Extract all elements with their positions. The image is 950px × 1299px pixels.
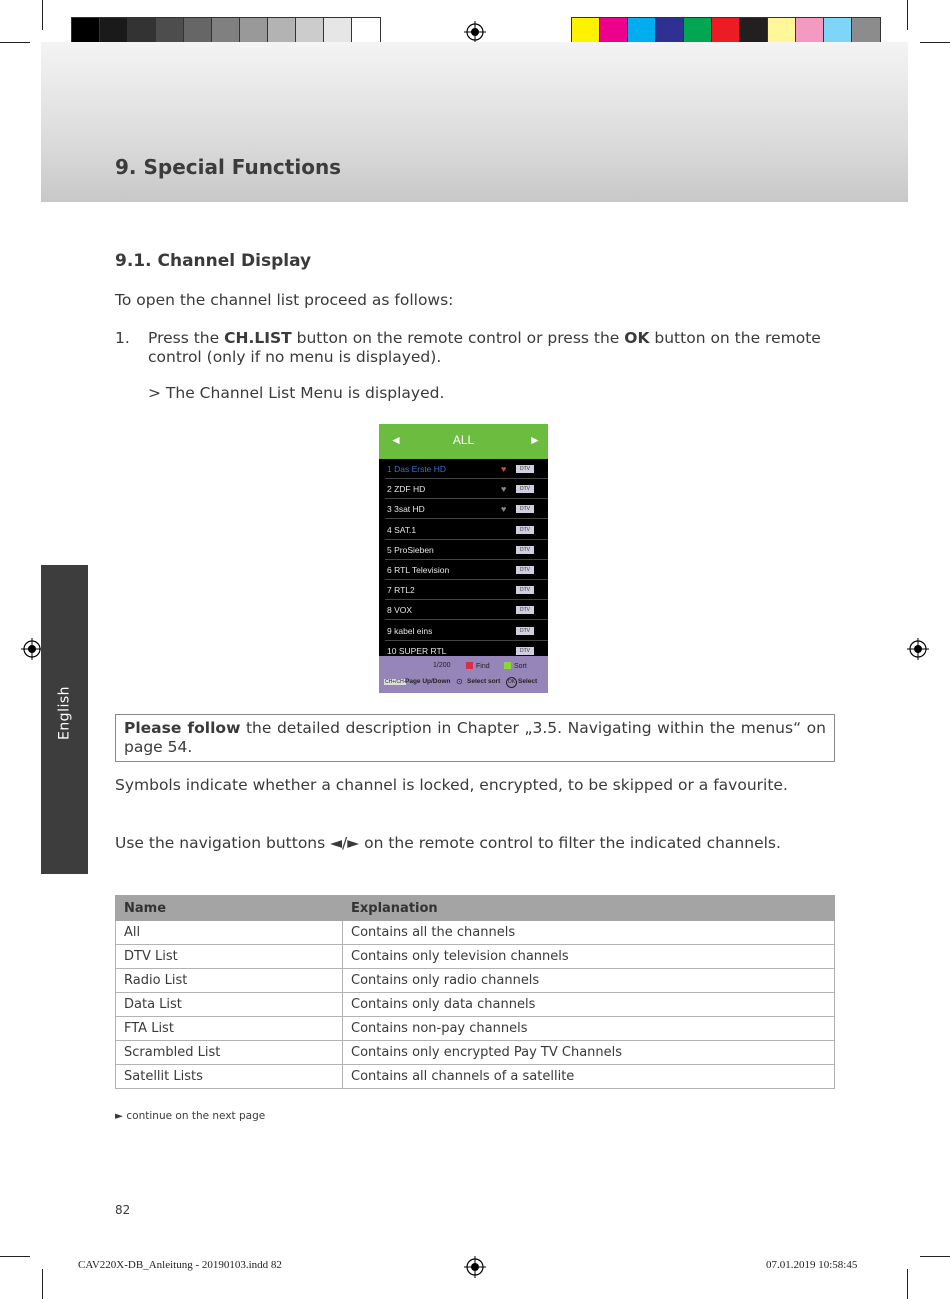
dtv-badge: DTV (516, 505, 534, 513)
dtv-badge: DTV (516, 465, 534, 473)
channel-name: 1 Das Erste HD (387, 464, 447, 474)
color-swatch (796, 18, 824, 45)
find-hint: Find (466, 662, 490, 670)
channel-name: 10 SUPER RTL (387, 645, 447, 656)
channel-list-footer (379, 656, 548, 693)
language-label: English (56, 685, 73, 741)
cell-name: All (116, 921, 343, 945)
color-swatch (156, 18, 184, 45)
channel-row (385, 460, 548, 479)
dtv-badge: DTV (516, 566, 534, 574)
red-button-icon (466, 662, 473, 669)
channel-row (385, 480, 548, 499)
cell-name: Data List (116, 993, 343, 1017)
section-title: 9.1. Channel Display (115, 251, 312, 271)
table-row (116, 921, 835, 945)
cell-explanation: Contains only television channels (343, 945, 835, 969)
right-arrow-icon: ► (529, 433, 541, 447)
cell-explanation: Contains only encrypted Pay TV Channels (343, 1041, 835, 1065)
page-number: 82 (115, 1203, 131, 1217)
favourite-heart-icon: ♥ (501, 484, 507, 495)
channel-row (385, 500, 548, 519)
symbols-paragraph: Symbols indicate whether a channel is locked, encrypted, to be skipped or a favourite. (115, 776, 788, 794)
color-swatch (72, 18, 100, 45)
color-swatch (852, 18, 880, 45)
channel-name: 5 ProSieben (387, 544, 434, 555)
crop-mark (0, 1256, 30, 1257)
channel-row (385, 601, 548, 620)
channel-list-screenshot (379, 424, 548, 693)
channel-list-header (379, 424, 548, 459)
slug-date-info: 07.01.2019 10:58:45 (766, 1259, 858, 1271)
color-swatch (824, 18, 852, 45)
channel-row (385, 622, 548, 641)
registration-mark-icon (464, 1256, 486, 1278)
color-swatch (600, 18, 628, 45)
dtv-badge: DTV (516, 526, 534, 534)
note-box (115, 714, 835, 762)
color-swatch (352, 18, 380, 45)
color-swatch (740, 18, 768, 45)
crop-mark (907, 1269, 908, 1299)
note-text: Please follow the detailed description in Chapter „3.5. Navigating within the menus“ on page 54. (124, 719, 826, 756)
sort-hint: Sort (504, 662, 527, 670)
table-row (116, 1041, 835, 1065)
registration-mark-icon (21, 638, 43, 660)
green-button-icon (504, 662, 511, 669)
navigation-paragraph: Use the navigation buttons ◄/► on the remote control to filter the indicated channels. (115, 834, 781, 852)
left-arrow-icon: ◄ (390, 433, 402, 447)
cell-explanation: Contains only data channels (343, 993, 835, 1017)
channel-list-table (115, 895, 835, 1089)
table-header-row (116, 896, 835, 921)
dtv-badge: DTV (516, 586, 534, 594)
color-swatch (628, 18, 656, 45)
crop-mark (920, 1256, 950, 1257)
color-swatch (656, 18, 684, 45)
channel-name: 2 ZDF HD (387, 484, 426, 495)
color-swatch (128, 18, 156, 45)
dtv-badge: DTV (516, 485, 534, 493)
column-header-explanation: Explanation (343, 896, 835, 921)
cell-explanation: Contains only radio channels (343, 969, 835, 993)
table-row (116, 969, 835, 993)
crop-mark (0, 42, 30, 43)
cell-explanation: Contains non-pay channels (343, 1017, 835, 1041)
select-sort-hint: Select sort (467, 678, 501, 685)
channel-row (385, 521, 548, 540)
crop-mark (42, 0, 43, 30)
color-swatch (684, 18, 712, 45)
favourite-heart-icon: ♥ (501, 464, 507, 474)
color-swatch (572, 18, 600, 45)
chapter-title: 9. Special Functions (115, 155, 342, 179)
color-swatch (324, 18, 352, 45)
registration-mark-icon (907, 638, 929, 660)
dtv-badge: DTV (516, 606, 534, 614)
crop-mark (42, 1269, 43, 1299)
color-swatch (240, 18, 268, 45)
color-swatch (184, 18, 212, 45)
cell-explanation: Contains all the channels (343, 921, 835, 945)
step-result: > The Channel List Menu is displayed. (148, 384, 445, 402)
table-row (116, 945, 835, 969)
ok-button-icon: OK (506, 677, 517, 688)
step-instruction: Press the CH.LIST button on the remote control or press the OK button on the remote control (only if no menu is displayed). (148, 329, 821, 366)
favourite-heart-icon: ♥ (501, 504, 507, 515)
channel-row (385, 561, 548, 580)
cell-name: FTA List (116, 1017, 343, 1041)
channel-name: 3 3sat HD (387, 504, 425, 515)
table-row (116, 993, 835, 1017)
nav-pad-icon: ⊙ (456, 677, 463, 686)
page-hint: Page Up/Down (405, 678, 451, 685)
color-swatch (212, 18, 240, 45)
color-swatch (268, 18, 296, 45)
step-number: 1. (115, 329, 130, 347)
channel-row (385, 581, 548, 600)
crop-mark (907, 0, 908, 30)
dtv-badge: DTV (516, 627, 534, 635)
select-hint: Select (518, 678, 538, 685)
dtv-badge: DTV (516, 546, 534, 554)
registration-mark-icon (464, 21, 486, 43)
ch-button-icon: CH+/CH- (385, 679, 406, 685)
channel-filter-label: ALL (452, 433, 475, 447)
cell-name: Scrambled List (116, 1041, 343, 1065)
channel-row (385, 541, 548, 560)
cell-explanation: Contains all channels of a satellite (343, 1065, 835, 1089)
dtv-badge: DTV (516, 647, 534, 655)
cell-name: Radio List (116, 969, 343, 993)
table-row (116, 1017, 835, 1041)
continue-note: ► continue on the next page (115, 1110, 266, 1122)
crop-mark (920, 42, 950, 43)
intro-paragraph: To open the channel list proceed as follows: (115, 291, 454, 309)
channel-name: 6 RTL Television (387, 565, 450, 575)
color-swatch (100, 18, 128, 45)
color-swatch (768, 18, 796, 45)
color-swatch (296, 18, 324, 45)
column-header-name: Name (116, 896, 343, 921)
cell-name: Satellit Lists (116, 1065, 343, 1089)
channel-name: 4 SAT.1 (387, 524, 417, 535)
channel-count: 1/200 (433, 662, 451, 669)
slug-file-info: CAV220X-DB_Anleitung - 20190103.indd 82 (78, 1259, 282, 1271)
table-row (116, 1065, 835, 1089)
cell-name: DTV List (116, 945, 343, 969)
channel-name: 9 kabel eins (387, 625, 433, 636)
color-swatch (712, 18, 740, 45)
channel-name: 8 VOX (387, 605, 413, 616)
channel-name: 7 RTL2 (387, 585, 415, 596)
language-side-tab (41, 565, 88, 874)
